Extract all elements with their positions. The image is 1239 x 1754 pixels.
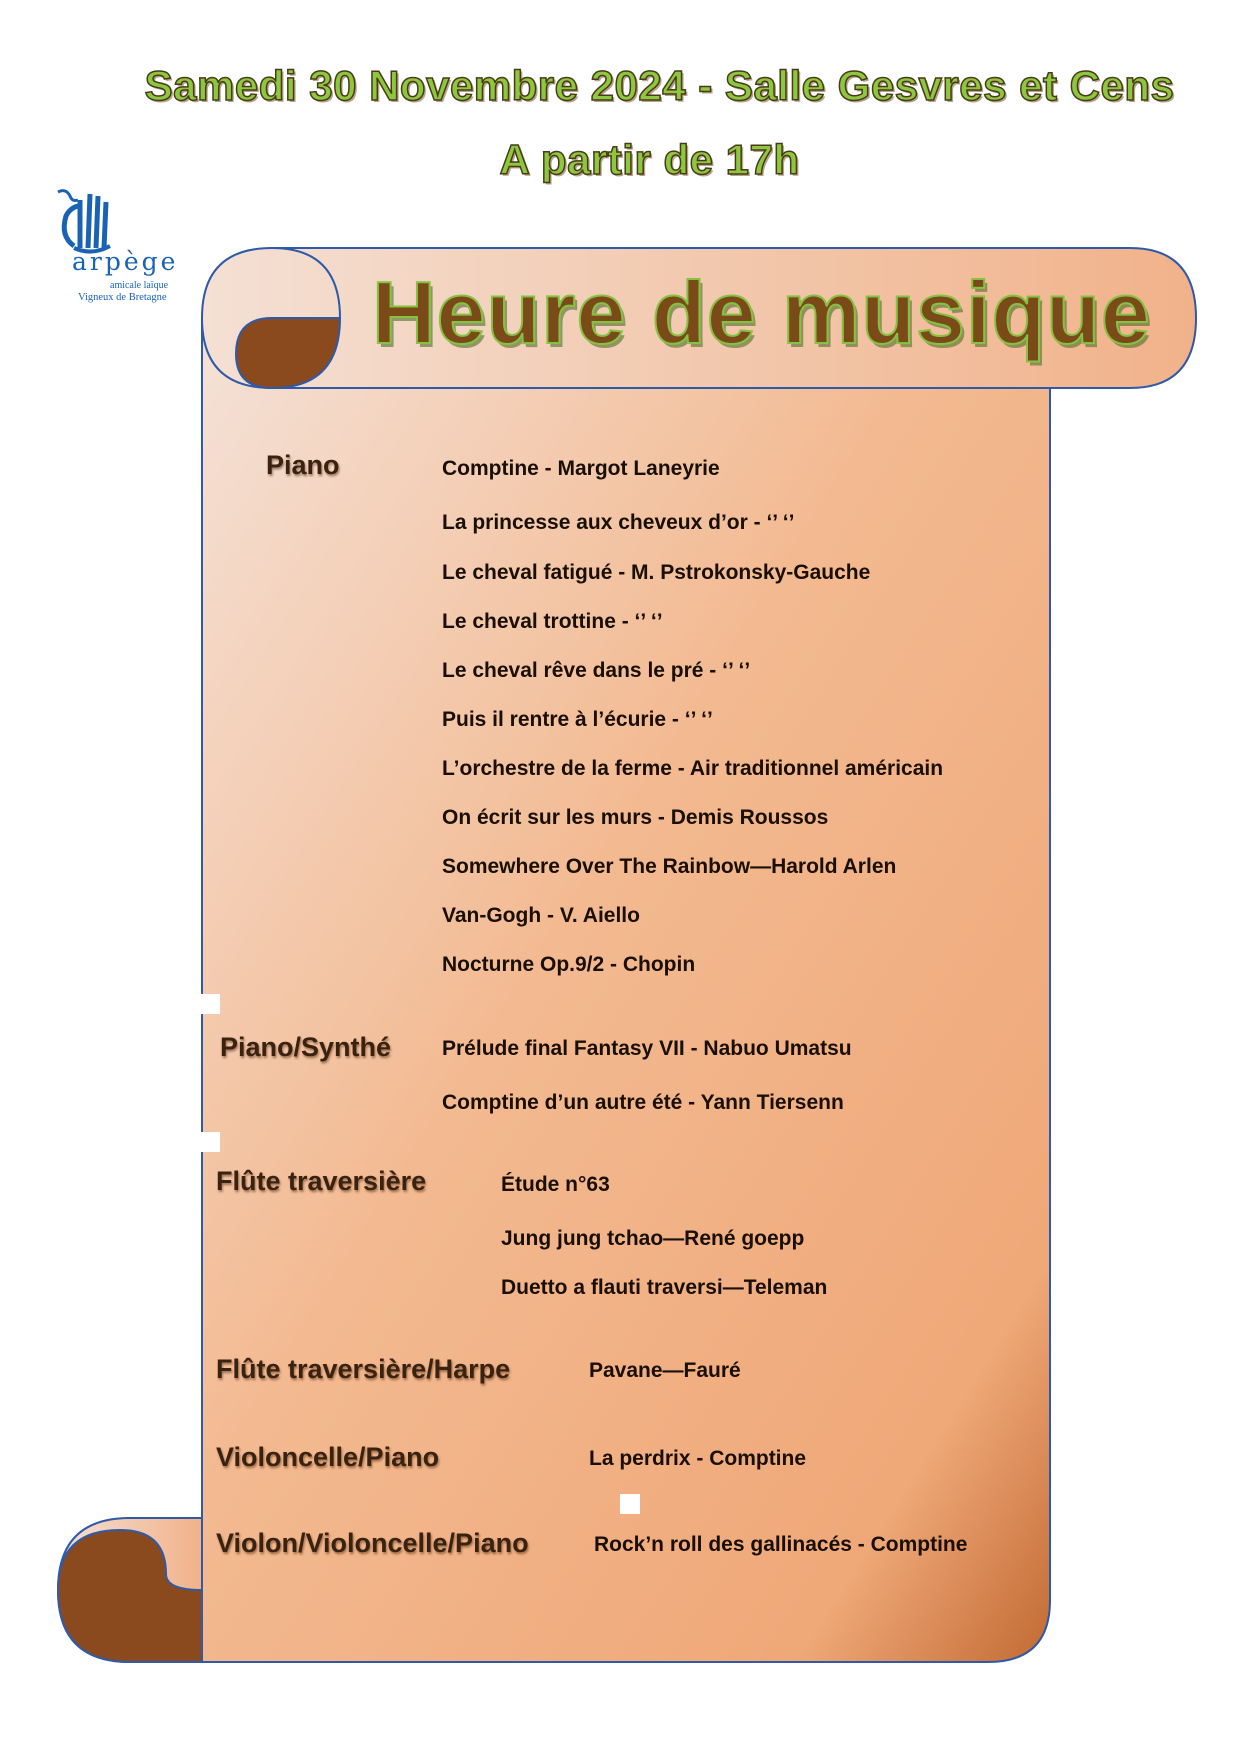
event-start-time: A partir de 17h: [499, 136, 800, 183]
logo-location: Vigneux de Bretagne: [78, 292, 167, 303]
category-piano: Piano: [266, 450, 340, 480]
program-item: Rock’n roll des gallinacés - Comptine: [594, 1533, 968, 1556]
white-square-marker: [620, 1494, 640, 1514]
logo-subtitle: amicale laïque: [110, 280, 169, 291]
program-item: Pavane—Fauré: [589, 1359, 741, 1382]
page-title: Heure de musique: [372, 263, 1151, 362]
white-square-marker: [200, 1132, 220, 1152]
program-item: La perdrix - Comptine: [589, 1447, 807, 1470]
logo-wordmark: arpège: [72, 247, 179, 276]
category-violon-violoncelle-piano: Violon/Violoncelle/Piano: [216, 1528, 529, 1558]
white-square-marker: [200, 994, 220, 1014]
category-flute: Flûte traversière: [216, 1166, 427, 1196]
category-piano-synthe: Piano/Synthé: [220, 1032, 392, 1062]
program-item: Comptine - Margot Laneyrie: [442, 457, 720, 480]
program-item: Somewhere Over The Rainbow—Harold Arlen: [442, 855, 897, 878]
program-item: On écrit sur les murs - Demis Roussos: [442, 806, 829, 829]
category-violoncelle-piano: Violoncelle/Piano: [216, 1442, 440, 1472]
event-date-venue: Samedi 30 Novembre 2024 - Salle Gesvres et Cens: [144, 62, 1175, 109]
program-item: Prélude final Fantasy VII - Nabuo Umatsu: [442, 1037, 852, 1060]
program-item: L’orchestre de la ferme - Air traditionnel américain: [442, 757, 944, 780]
program-item: Duetto a flauti traversi—Teleman: [501, 1276, 828, 1299]
program-item: Van-Gogh - V. Aiello: [442, 904, 640, 927]
program-item: Nocturne Op.9/2 - Chopin: [442, 953, 696, 976]
program-item: Puis il rentre à l’écurie - ‘’ ‘’: [442, 708, 713, 731]
program-item: Le cheval rêve dans le pré - ‘’ ‘’: [442, 659, 751, 682]
program-item: Comptine d’un autre été - Yann Tiersenn: [442, 1091, 844, 1114]
program-item: Le cheval trottine - ‘’ ‘’: [442, 610, 663, 633]
program-item: Jung jung tchao—René goepp: [501, 1227, 805, 1250]
program-item: Le cheval fatigué - M. Pstrokonsky-Gauche: [442, 561, 871, 584]
program-item: La princesse aux cheveux d’or - ‘’ ‘’: [442, 511, 795, 534]
category-flute-harpe: Flûte traversière/Harpe: [216, 1354, 511, 1384]
program-item: Étude n°63: [501, 1173, 610, 1196]
